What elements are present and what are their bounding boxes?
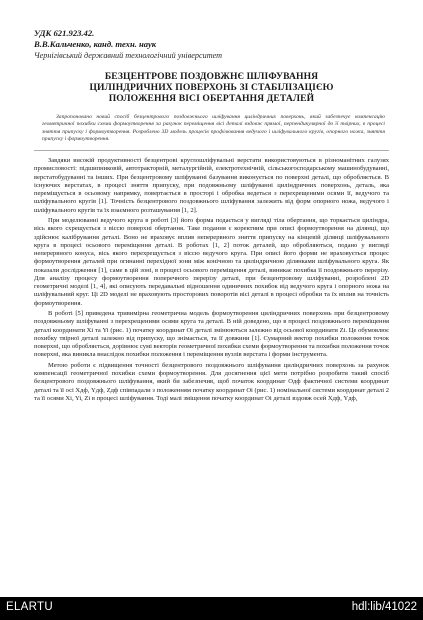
body-paragraph: В роботі [5] приведена тривимірна геометрична модель формоутворення циліндричних поверхонь при безцентровому поздовжньому шліфуванні з перехрещеними осями круга та деталі. В ній доведено, що в процесі поздовжнього переміщення деталі координати Xi та Yi (рис. 1) початку координат Oi деталі змінюються залежно від осьової координати Zi. Це обумовлює похибку твірної деталі залежно від припуску, що знімається, та її довжини [1]. Сумарний вектор похибки положення точок поверхні, що обробляється, дорівнює сумі векторів геометричної похибки схеми формоутворення та похибки положення точок поверхні, яка виникла внаслідок похибки положення і переміщення вузлів верстата і форми інструмента.: [34, 310, 389, 359]
article-body: [34, 28, 389, 405]
author-line: В.В.Кальченко, канд. техн. наук: [34, 39, 157, 49]
udc-code: УДК 621.923.42.: [34, 28, 95, 38]
handle-id[interactable]: hdl:lib/41022: [351, 601, 417, 613]
body-paragraph: Завдяки високій продуктивності безцентрові круглошліфувальні верстати використовуються в різноманітних галузях промисловості: підшипниковій, автотракторній, металургійній, електротехнічній, сільськогосподарському машинобудуванні, верстатобудуванні та інших. При безцентровому шліфуванні базування виконується по поверхні деталі, що обробляється. В існуючих верстатах, в процесі зняття припуску, при подовжньому шліфуванні циліндричних поверхонь, деталь, яка переміщується в осьовому напрямку, повертається в просторі і обробка ведеться з перехрещеними осями її, ведучого та шліфувального кругів [1]. Точність безцентрового поздовжнього шліфування залежить від форм опорного ножа, ведучого і шліфувального кругів та їх взаємного розташування [1, 2].: [34, 156, 389, 214]
divider: [34, 150, 389, 151]
abstract: Запропоновано новий спосіб безцентрового поздовжнього шліфування циліндричних поверхонь, який забезпечує компенсацію геометричної похибки схеми формоутворення за рахунок переміщення вісі деталі вздовж прямої, перпендикулярної до її твірних, в процесі зняття припуску і формоутворення. Розроблено 3D модель процесів профілювання ведучого і шліфувального кругів, опорного ножа, зняття припуску і формоутворення.: [42, 113, 385, 143]
affiliation: Чернігівський державний технологічний університет: [34, 51, 223, 60]
body-paragraph: Метою роботи є підвищення точності безцентрового поздовжнього шліфування циліндричних поверхонь за рахунок компенсації геометричної похибки схеми формоутворення. Для досягнення цієї мети потрібно розробити такий спосіб безцентрового поздовжнього шліфування, який би забезпечив, щоб початок координат Oдф фактичної системи координат деталі та її осі Xдф, Yдф, Zдф співпадали з положенням початку координат Oi (рис. 1) номінальної системи координат деталі 2 та її осями Xi, Yi, Zi в процесі шліфування. Тоді малі зміщення початку координат Oi деталі вздовж осей Xдф, Yдф,: [34, 361, 389, 402]
article-title: [34, 71, 389, 105]
title-line: БЕЗЦЕНТРОВЕ ПОЗДОВЖНЄ ШЛІФУВАННЯ: [104, 71, 319, 82]
repository-footer: [0, 597, 423, 620]
repository-name[interactable]: ELARTU: [6, 601, 53, 613]
title-line: ПОЛОЖЕННЯ ВІСІ ОБЕРТАННЯ ДЕТАЛЕЙ: [108, 93, 315, 105]
title-line: ЦИЛІНДРИЧНИХ ПОВЕРХОНЬ ЗІ СТАБІЛІЗАЦІЄЮ: [89, 82, 334, 94]
body-paragraph: При моделюванні ведучого круга в роботі [3] його форма подається у вигляді тіла обертання, що торкається циліндра, вісь якого схрещується з віссю поверхні обертання. Таке подання є коректним при описі формоутворення на ділянці, що здійснює калібрування деталі. Воно не враховує вплив неперервного зняття припуску на кінцевій ділянці шліфувального круга в процесі осьового переміщення деталі. В роботах [1, 2] поток деталей, що обробляються, подано у вигляді неперервного конуса, вісь якого перехрещується з віссю ведучого круга. При описі його форми не враховується процес формоутворення деталей при огинанні перехідної зони між конічною та циліндричною ділянками шліфувального круга. Як показали дослідження [1], саме в цій зоні, в процесі осьового переміщення деталі, виникає похибка її поздовжнього перерізу. Для аналізу процесу формоутворення поперечного перерізу деталі, при безцентровому шліфуванні, розроблені 2D геометричні моделі [1, 4], які описують передавальні відношення одиничних похибок від ведучого круга і опорного ножа на шліфувальний круг. Ці 2D моделі не враховують просторових поворотів вісі деталі в процесі обробки та їх вплив на точність формоутворення.: [34, 216, 389, 307]
